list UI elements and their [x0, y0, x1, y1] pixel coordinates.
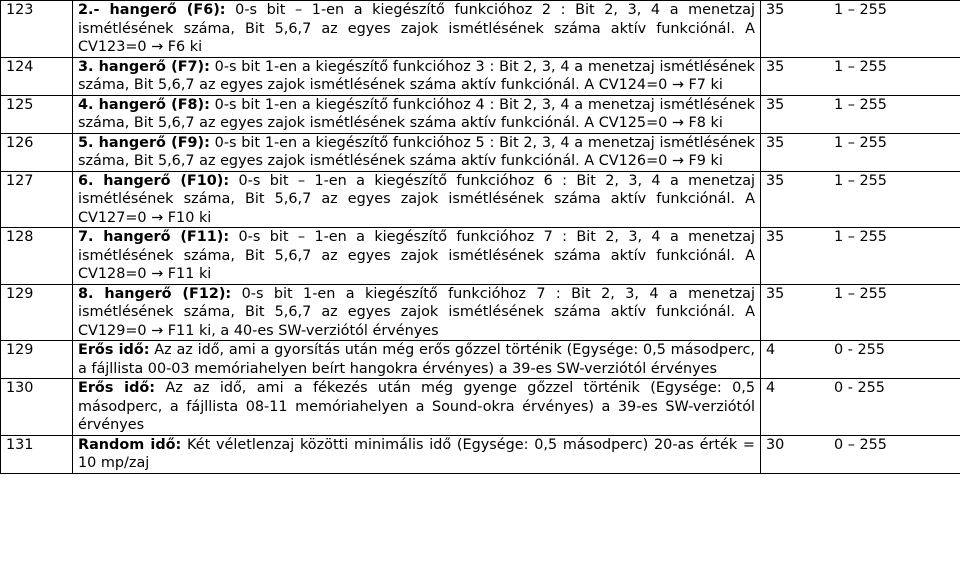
table-row — [1, 133, 960, 171]
cv-number: 126 — [1, 133, 73, 171]
cv-title: 2.- hangerő (F6): — [78, 2, 226, 18]
cv-description-text: Az az idő, ami a fékezés után még gyenge gőzzel történik (Egysége: 0,5 másodperc, a fájllista 08-11 memóriahelyen a Sound-okra érvényes) a 39-es SW-verziótól érvényes — [78, 380, 755, 433]
cv-title: 6. hangerő (F10): — [78, 172, 230, 189]
cv-description — [73, 379, 761, 436]
cv-value-range: 1 – 255 — [834, 134, 887, 151]
cv-description — [73, 171, 761, 228]
table-row — [1, 228, 960, 285]
cv-description-text: 0-s bit – 1-en a kiegészítő funkcióhoz 7 : Bit 2, 3, 4 a menetzaj ismétlésének száma, Bit 5,6,7 az egyes zajok ismétlésének száma aktív funkciónál. A CV128=0 → F11 ki — [78, 229, 756, 282]
cv-description — [73, 341, 761, 379]
cv-values — [761, 435, 960, 473]
cv-description — [73, 284, 761, 341]
cv-values — [761, 95, 960, 133]
cv-description — [73, 95, 761, 133]
cv-values — [761, 133, 960, 171]
cv-values — [761, 1, 960, 58]
cv-description-text: 0-s bit 1-en a kiegészítő funkcióhoz 7 : Bit 2, 3, 4 a menetzaj ismétlésének száma, Bit 5,6,7 az egyes zajok ismétlésének száma aktív funkciónál. A CV129=0 → F11 ki, a 40-es SW-verziótól érvényes — [78, 285, 755, 339]
cv-values — [761, 57, 960, 95]
cv-number: 125 — [1, 95, 73, 133]
cv-title: 5. hangerő (F9): — [78, 134, 210, 151]
cv-title: Random idő: — [78, 436, 182, 453]
cv-description — [73, 228, 761, 285]
cv-number: 130 — [1, 379, 73, 436]
cv-description-text: 0-s bit 1-en a kiegészítő funkcióhoz 4 : Bit 2, 3, 4 a menetzaj ismétlésének száma, Bit 5,6,7 az egyes zajok ismétlésének száma aktív funkciónál. A CV125=0 → F8 ki — [78, 96, 755, 131]
cv-number: 127 — [1, 171, 73, 228]
cv-default-value: 35 — [766, 58, 785, 75]
cv-title: 7. hangerő (F11): — [78, 229, 230, 245]
cv-description-text: Az az idő, ami a gyorsítás után még erős gőzzel történik (Egysége: 0,5 másodperc, a fájllista 00-03 memóriahelyen beírt hangokra érvényes) a 39-es SW-verziótól érvényes — [78, 342, 756, 377]
cv-default-value: 4 — [766, 380, 776, 396]
cv-description-text: 0-s bit 1-en a kiegészítő funkcióhoz 5 : Bit 2, 3, 4 a menetzaj ismétlésének száma, Bit 5,6,7 az egyes zajok ismétlésének száma aktív funkciónál. A CV126=0 → F9 ki — [78, 134, 755, 169]
cv-number: 129 — [1, 284, 73, 341]
table-row — [1, 284, 960, 341]
cv-value-range: 1 – 255 — [834, 96, 887, 113]
cv-default-value: 35 — [766, 96, 785, 113]
cv-values — [761, 284, 960, 341]
cv-description — [73, 133, 761, 171]
cv-value-range: 1 – 255 — [834, 2, 887, 18]
cv-title: 8. hangerő (F12): — [78, 285, 232, 302]
cv-default-value: 35 — [766, 2, 785, 18]
cv-number: 123 — [1, 1, 73, 58]
cv-description-text: 0-s bit 1-en a kiegészítő funkcióhoz 3 : Bit 2, 3, 4 a menetzaj ismétlésének száma, Bit 5,6,7 az egyes zajok ismétlésének száma aktív funkciónál. A CV124=0 → F7 ki — [78, 58, 755, 93]
table-row — [1, 341, 960, 379]
cv-default-value: 4 — [766, 342, 776, 358]
cv-number: 124 — [1, 57, 73, 95]
cv-table-body — [1, 1, 960, 474]
cv-value-range: 0 - 255 — [834, 342, 885, 358]
cv-value-range: 1 – 255 — [834, 285, 887, 302]
cv-number: 131 — [1, 435, 73, 473]
table-row — [1, 57, 960, 95]
table-row — [1, 171, 960, 228]
cv-description-text: 0-s bit – 1-en a kiegészítő funkcióhoz 2 : Bit 2, 3, 4 a menetzaj ismétlésének száma, Bit 5,6,7 az egyes zajok ismétlésének száma aktív funkciónál. A CV123=0 → F6 ki — [78, 2, 755, 55]
cv-default-value: 35 — [766, 285, 785, 302]
cv-description-text: Két véletlenzaj közötti minimális idő (Egysége: 0,5 másodperc) 20-as érték = 10 mp/zaj — [78, 436, 755, 471]
cv-title: 3. hangerő (F7): — [78, 58, 210, 75]
table-row — [1, 1, 960, 58]
cv-title: Erős idő: — [78, 380, 156, 396]
cv-value-range: 0 - 255 — [834, 380, 885, 396]
cv-description — [73, 435, 761, 473]
cv-description-text: 0-s bit – 1-en a kiegészítő funkcióhoz 6 : Bit 2, 3, 4 a menetzaj ismétlésének száma, Bit 5,6,7 az egyes zajok ismétlésének száma aktív funkciónál. A CV127=0 → F10 ki — [78, 172, 756, 226]
cv-title: Erős idő: — [78, 342, 150, 358]
table-row — [1, 95, 960, 133]
cv-values — [761, 379, 960, 436]
cv-title: 4. hangerő (F8): — [78, 96, 210, 113]
cv-description — [73, 57, 761, 95]
cv-values — [761, 171, 960, 228]
table-row — [1, 379, 960, 436]
cv-value-range: 1 – 255 — [834, 172, 887, 189]
cv-number: 128 — [1, 228, 73, 285]
cv-default-value: 35 — [766, 172, 785, 189]
cv-description — [73, 1, 761, 58]
cv-default-value: 35 — [766, 134, 785, 151]
cv-values — [761, 228, 960, 285]
table-row — [1, 435, 960, 473]
cv-values — [761, 341, 960, 379]
cv-value-range: 1 – 255 — [834, 58, 887, 75]
cv-value-range: 0 – 255 — [834, 436, 887, 453]
cv-default-value: 30 — [766, 436, 785, 453]
cv-number: 129 — [1, 341, 73, 379]
cv-value-range: 1 – 255 — [834, 229, 887, 245]
cv-default-value: 35 — [766, 229, 785, 245]
